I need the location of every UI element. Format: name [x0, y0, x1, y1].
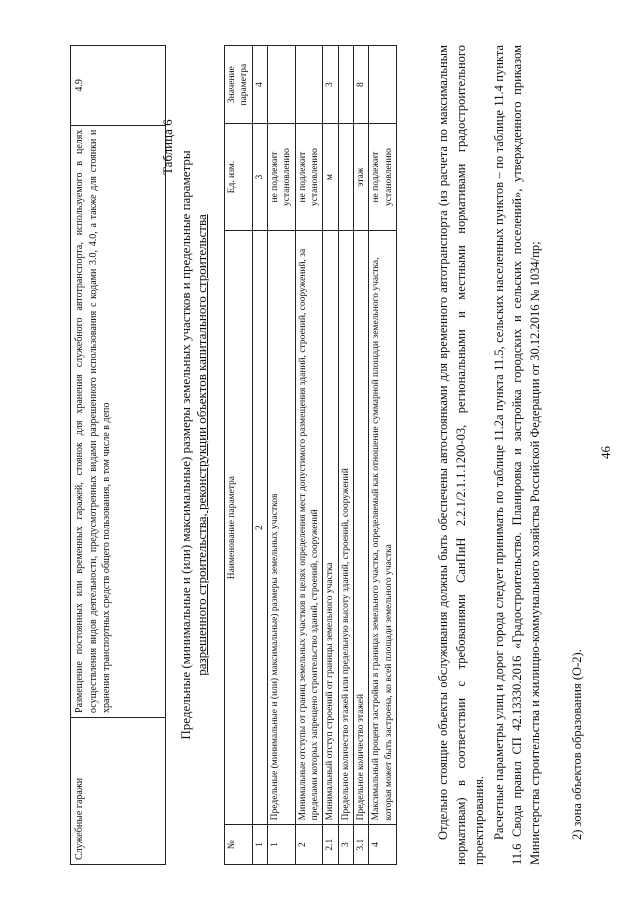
row-value	[338, 46, 353, 124]
header-numbers-row	[252, 46, 267, 865]
table-title-line2: разрешенного строительства, реконструкции объектов капитального строительства	[193, 214, 209, 676]
table-row	[338, 46, 353, 865]
table-title-line1: Предельные (минимальные и (или) максимальные) размеры земельных участков и предельные параметры	[178, 150, 193, 740]
paragraph-streets: Расчетные параметры улиц и дорог города следует принимать по таблице 11.2а пункта 11.5, сельских населенных пунктов – по таблице 11.4 пункта 11.6 Свода правил СП 42.13330.2016 «Градостроительство. Планировка и застройка городских и сельских поселений», утвержденного приказом Министерства строительства и жилищно-коммунального хозяйства Российской Федерации от 30.12.2016 № 1034/пр;	[492, 45, 543, 865]
header-row	[225, 46, 253, 865]
row-unit: не подлежит установлению	[369, 124, 397, 231]
row-number: 1	[268, 825, 296, 865]
table-title	[178, 45, 209, 845]
header-value: Значение параметра	[225, 46, 253, 124]
row-unit: этаж	[354, 124, 369, 231]
use-description: Размещение постоянных или временных гаражей, стоянок для хранения служебного автотранспорта, используемого в целях осуществления видов деятельности, предусмотренных видами разрешенного использования с кодами 3.0, 4.0, а также для стоянки и хранения транспортных средств общего пользования, в том числе в депо	[71, 125, 166, 717]
row-param: Минимальные отступы от границ земельных участков в целях определения мест допустимого размещения зданий, строений, сооружений, за пределами которых запрещено строительство зданий, строений, сооружений	[295, 230, 323, 824]
use-code: 4.9	[71, 46, 166, 126]
table-label: Таблица 6	[160, 119, 175, 175]
row-unit: не подлежит установлению	[295, 124, 323, 231]
header-number: №	[225, 825, 253, 865]
table-row	[295, 46, 323, 865]
row-param: Максимальный процент застройки в границах земельного участка, определяемый как отношение суммарной площади земельного участка, которая может быть застроена, ко всей площади земельного участка	[369, 230, 397, 824]
row-param: Минимальный отступ строений от границы земельного участка	[323, 230, 338, 824]
row-unit	[338, 124, 353, 231]
header-param: Наименование параметра	[225, 230, 253, 824]
use-name: Служебные гаражи	[71, 717, 166, 864]
row-param: Предельные (минимальные и (или) максимальные) размеры земельных участков	[268, 230, 296, 824]
row-unit: м	[323, 124, 338, 231]
row-value	[295, 46, 323, 124]
header-num: 4	[252, 46, 267, 124]
table-row	[71, 46, 166, 865]
row-number: 3.1	[354, 825, 369, 865]
paragraph-zone: 2) зона объектов образования (О-2).	[570, 649, 584, 840]
table-row	[369, 46, 397, 865]
paragraph-parking: Отдельно стоящие объекты обслуживания должны быть обеспечены автостоянками для временного автотранспорта (из расчета по максимальным нормативам) в соответствии с требованиями СанПиН 2.2.1/2.1.1.1200-03, региональными и местными нормативами градостроительного проектирования.	[436, 45, 487, 865]
row-unit: не подлежит установлению	[268, 124, 296, 231]
header-num: 1	[252, 825, 267, 865]
parameters-table	[224, 45, 397, 865]
row-value: 3	[323, 46, 338, 124]
row-value: 8	[354, 46, 369, 124]
table-row	[268, 46, 296, 865]
row-value	[369, 46, 397, 124]
row-number: 2	[295, 825, 323, 865]
header-num: 2	[252, 230, 267, 824]
row-param: Предельное количество этажей	[354, 230, 369, 824]
header-num: 3	[252, 124, 267, 231]
table-row	[323, 46, 338, 865]
row-number: 4	[369, 825, 397, 865]
page-number: 46	[598, 446, 613, 459]
row-number: 2.1	[323, 825, 338, 865]
row-value	[268, 46, 296, 124]
permitted-use-table	[70, 45, 166, 865]
table-row	[354, 46, 369, 865]
header-unit: Ед. изм.	[225, 124, 253, 231]
row-param: Предельное количество этажей или предельную высоту зданий, строений, сооружений	[338, 230, 353, 824]
row-number: 3	[338, 825, 353, 865]
